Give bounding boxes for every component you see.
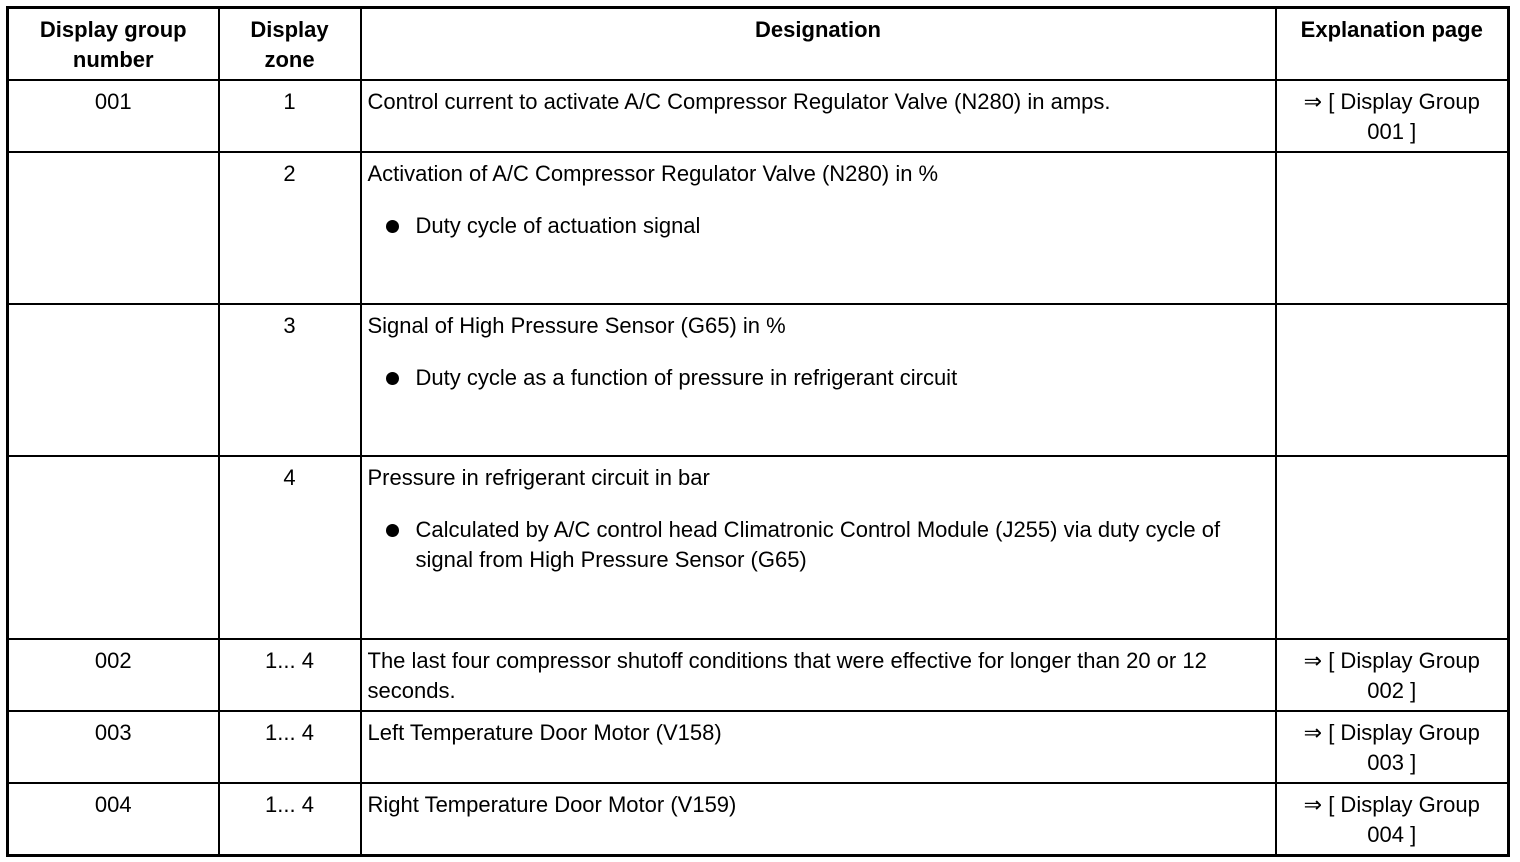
designation-cell [361, 783, 1276, 855]
bullet-icon [386, 524, 399, 537]
bullet-text: Duty cycle as a function of pressure in refrigerant circuit [415, 364, 958, 390]
table-row [8, 80, 1509, 152]
group-number-cell [8, 456, 219, 639]
group-number-cell: 004 [8, 783, 219, 855]
group-number-cell [8, 152, 219, 304]
designation-text: Control current to activate A/C Compressor Regulator Valve (N280) in amps. [367, 88, 1111, 114]
explanation-link[interactable]: ⇒ [ Display Group 001 ] [1276, 80, 1509, 152]
designation-text: The last four compressor shutoff conditions that were effective for longer than 20 or 12 seconds. [367, 648, 1207, 704]
zone-cell: 2 [219, 152, 361, 304]
designation-cell [361, 304, 1276, 456]
bullet-text: Duty cycle of actuation signal [415, 212, 701, 238]
zone-cell: 1 [219, 80, 361, 152]
designation-cell [361, 711, 1276, 783]
bullet-icon [386, 372, 399, 385]
group-number-cell: 003 [8, 711, 219, 783]
bullet-text: Calculated by A/C control head Climatronic Control Module (J255) via duty cycle of signal from High Pressure Sensor (G65) [415, 516, 1221, 572]
table-row [8, 304, 1509, 456]
zone-cell: 4 [219, 456, 361, 639]
table-row [8, 711, 1509, 783]
designation-text: Pressure in refrigerant circuit in bar [367, 464, 710, 490]
bullet-list [368, 515, 1269, 575]
zone-cell: 1... 4 [219, 711, 361, 783]
designation-cell [361, 456, 1276, 639]
zone-cell: 1... 4 [219, 639, 361, 711]
zone-cell: 3 [219, 304, 361, 456]
designation-text: Right Temperature Door Motor (V159) [367, 792, 737, 818]
designation-cell [361, 80, 1276, 152]
header-designation: Designation [361, 8, 1276, 80]
designation-text: Activation of A/C Compressor Regulator Valve (N280) in % [367, 160, 939, 186]
list-item [368, 363, 1269, 393]
header-display-group-number: Display group number [8, 8, 219, 80]
list-item [368, 211, 1269, 241]
bullet-list [368, 363, 1269, 393]
designation-text: Signal of High Pressure Sensor (G65) in % [367, 312, 786, 338]
display-groups-table [6, 6, 1510, 857]
table-row [8, 639, 1509, 711]
designation-cell [361, 639, 1276, 711]
table-row [8, 783, 1509, 855]
group-number-cell [8, 304, 219, 456]
group-number-cell: 002 [8, 639, 219, 711]
explanation-cell [1276, 152, 1509, 304]
explanation-cell [1276, 304, 1509, 456]
group-number-cell: 001 [8, 80, 219, 152]
explanation-cell [1276, 456, 1509, 639]
header-display-zone: Display zone [219, 8, 361, 80]
bullet-list [368, 211, 1269, 241]
designation-text: Left Temperature Door Motor (V158) [367, 720, 722, 746]
bullet-icon [386, 220, 399, 233]
header-explanation-page: Explanation page [1276, 8, 1509, 80]
list-item [368, 515, 1269, 575]
explanation-link[interactable]: ⇒ [ Display Group 003 ] [1276, 711, 1509, 783]
table-row [8, 456, 1509, 639]
explanation-link[interactable]: ⇒ [ Display Group 004 ] [1276, 783, 1509, 855]
designation-cell [361, 152, 1276, 304]
explanation-link[interactable]: ⇒ [ Display Group 002 ] [1276, 639, 1509, 711]
zone-cell: 1... 4 [219, 783, 361, 855]
header-row [8, 8, 1509, 80]
table-row [8, 152, 1509, 304]
